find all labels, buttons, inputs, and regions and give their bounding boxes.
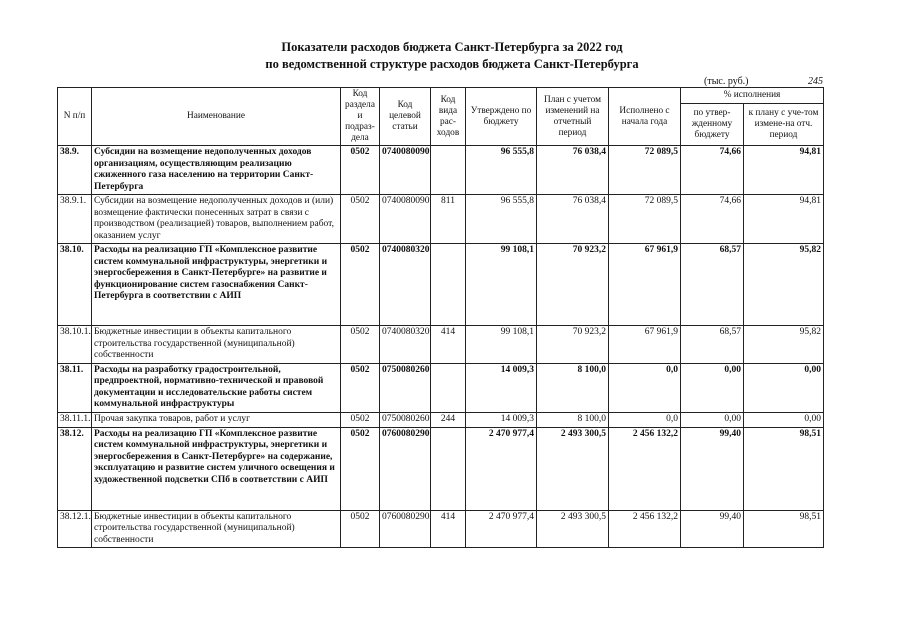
row-number: 38.9.1.: [58, 195, 92, 244]
row-plan: 8 100,0: [537, 363, 609, 412]
row-approved: 96 555,8: [466, 146, 537, 195]
row-percent-approved: 74,66: [681, 195, 744, 244]
row-name: Прочая закупка товаров, работ и услуг: [92, 412, 341, 427]
row-percent-approved: 0,00: [681, 412, 744, 427]
row-expense-type: [431, 363, 466, 412]
row-plan: 76 038,4: [537, 195, 609, 244]
table-row: [58, 510, 824, 548]
budget-table: [57, 87, 824, 548]
row-executed: 72 089,5: [609, 146, 681, 195]
row-number: 38.12.: [58, 427, 92, 510]
row-number: 38.9.: [58, 146, 92, 195]
row-percent-plan: 98,51: [744, 427, 824, 510]
row-percent-plan: 0,00: [744, 412, 824, 427]
header-percent-plan: к плану с уче-том измене-на отч. период: [744, 104, 824, 146]
row-target-code: 0760080290: [380, 427, 431, 510]
units-label: (тыс. руб.): [704, 76, 749, 87]
header-section-code: Код раздела и подраз-дела: [341, 88, 380, 146]
row-name: Расходы на реализацию ГП «Комплексное развитие систем коммунальной инфраструктуры, энергетики и энергосбережения в Санкт-Петербурге» на содержание, эксплуатацию и развитие систем уличного освещения и художественной подсветки СПб в соответствии с АИП: [92, 427, 341, 510]
row-approved: 99 108,1: [466, 326, 537, 364]
row-executed: 72 089,5: [609, 195, 681, 244]
row-executed: 0,0: [609, 412, 681, 427]
table-row: [58, 427, 824, 510]
row-percent-approved: 0,00: [681, 363, 744, 412]
row-approved: 2 470 977,4: [466, 427, 537, 510]
row-expense-type: 244: [431, 412, 466, 427]
row-expense-type: 811: [431, 195, 466, 244]
row-percent-approved: 99,40: [681, 510, 744, 548]
header-num: N п/п: [58, 88, 92, 146]
header-approved: Утверждено по бюджету: [466, 88, 537, 146]
row-approved: 2 470 977,4: [466, 510, 537, 548]
table-row: [58, 412, 824, 427]
row-percent-plan: 0,00: [744, 363, 824, 412]
row-name: Расходы на разработку градостроительной, предпроектной, нормативно-технической и правовой документации и исследовательские работы систем коммунальной инфраструктуры: [92, 363, 341, 412]
row-expense-type: 414: [431, 326, 466, 364]
row-name: Бюджетные инвестиции в объекты капитального строительства государственной (муниципальной) собственности: [92, 510, 341, 548]
row-name: Субсидии на возмещение недополученных доходов и (или) возмещение фактически понесенных затрат в связи с производством (реализацией) товаров, выполнением работ, оказанием услуг: [92, 195, 341, 244]
row-section-code: 0502: [341, 326, 380, 364]
header-expense-type-code: Код вида рас-ходов: [431, 88, 466, 146]
row-percent-plan: 95,82: [744, 326, 824, 364]
row-percent-plan: 94,81: [744, 195, 824, 244]
row-section-code: 0502: [341, 146, 380, 195]
row-number: 38.10.: [58, 244, 92, 326]
row-approved: 99 108,1: [466, 244, 537, 326]
row-plan: 76 038,4: [537, 146, 609, 195]
row-target-code: 0740080320: [380, 326, 431, 364]
row-number: 38.11.1.: [58, 412, 92, 427]
row-percent-plan: 98,51: [744, 510, 824, 548]
row-number: 38.11.: [58, 363, 92, 412]
row-name: Расходы на реализацию ГП «Комплексное развитие систем коммунальной инфраструктуры, энергетики и энергосбережения в Санкт-Петербурге» на развитие и функционирование систем газоснабжения Санкт-Петербурга в соответствии с АИП: [92, 244, 341, 326]
table-row: [58, 195, 824, 244]
header-row-1: [58, 88, 824, 104]
row-plan: 70 923,2: [537, 326, 609, 364]
page-number: 245: [808, 76, 823, 87]
header-target-code: Код целевой статьи: [380, 88, 431, 146]
header-percent-approved: по утвер-жденному бюджету: [681, 104, 744, 146]
row-percent-plan: 95,82: [744, 244, 824, 326]
row-plan: 70 923,2: [537, 244, 609, 326]
row-section-code: 0502: [341, 195, 380, 244]
header-percent-group: % исполнения: [681, 88, 824, 104]
row-number: 38.12.1.: [58, 510, 92, 548]
row-number: 38.10.1.: [58, 326, 92, 364]
row-expense-type: [431, 146, 466, 195]
row-percent-approved: 68,57: [681, 326, 744, 364]
row-expense-type: [431, 244, 466, 326]
table-row: [58, 146, 824, 195]
row-executed: 67 961,9: [609, 244, 681, 326]
header-plan: План с учетом изменений на отчетный период: [537, 88, 609, 146]
row-executed: 67 961,9: [609, 326, 681, 364]
table-row: [58, 326, 824, 364]
table-row: [58, 244, 824, 326]
row-percent-approved: 99,40: [681, 427, 744, 510]
row-approved: 14 009,3: [466, 412, 537, 427]
row-target-code: 0740080090: [380, 195, 431, 244]
row-plan: 2 493 300,5: [537, 510, 609, 548]
row-percent-approved: 74,66: [681, 146, 744, 195]
row-target-code: 0750080260: [380, 363, 431, 412]
row-plan: 2 493 300,5: [537, 427, 609, 510]
row-plan: 8 100,0: [537, 412, 609, 427]
header-name: Наименование: [92, 88, 341, 146]
row-executed: 2 456 132,2: [609, 427, 681, 510]
row-target-code: 0750080260: [380, 412, 431, 427]
row-target-code: 0740080320: [380, 244, 431, 326]
row-expense-type: 414: [431, 510, 466, 548]
row-approved: 96 555,8: [466, 195, 537, 244]
row-section-code: 0502: [341, 510, 380, 548]
row-section-code: 0502: [341, 244, 380, 326]
row-approved: 14 009,3: [466, 363, 537, 412]
row-section-code: 0502: [341, 427, 380, 510]
row-executed: 0,0: [609, 363, 681, 412]
row-expense-type: [431, 427, 466, 510]
row-section-code: 0502: [341, 363, 380, 412]
row-section-code: 0502: [341, 412, 380, 427]
report-title-line-2: по ведомственной структуре расходов бюджета Санкт-Петербурга: [265, 57, 639, 71]
row-target-code: 0740080090: [380, 146, 431, 195]
row-name: Бюджетные инвестиции в объекты капитального строительства государственной (муниципальной) собственности: [92, 326, 341, 364]
row-executed: 2 456 132,2: [609, 510, 681, 548]
header-executed: Исполнено с начала года: [609, 88, 681, 146]
row-name: Субсидии на возмещение недополученных доходов организациям, осуществляющим реализацию сжиженного газа населению на территории Санкт-Петербурга: [92, 146, 341, 195]
row-percent-plan: 94,81: [744, 146, 824, 195]
row-percent-approved: 68,57: [681, 244, 744, 326]
report-title-line-1: Показатели расходов бюджета Санкт-Петербурга за 2022 год: [281, 40, 623, 54]
row-target-code: 0760080290: [380, 510, 431, 548]
table-row: [58, 363, 824, 412]
